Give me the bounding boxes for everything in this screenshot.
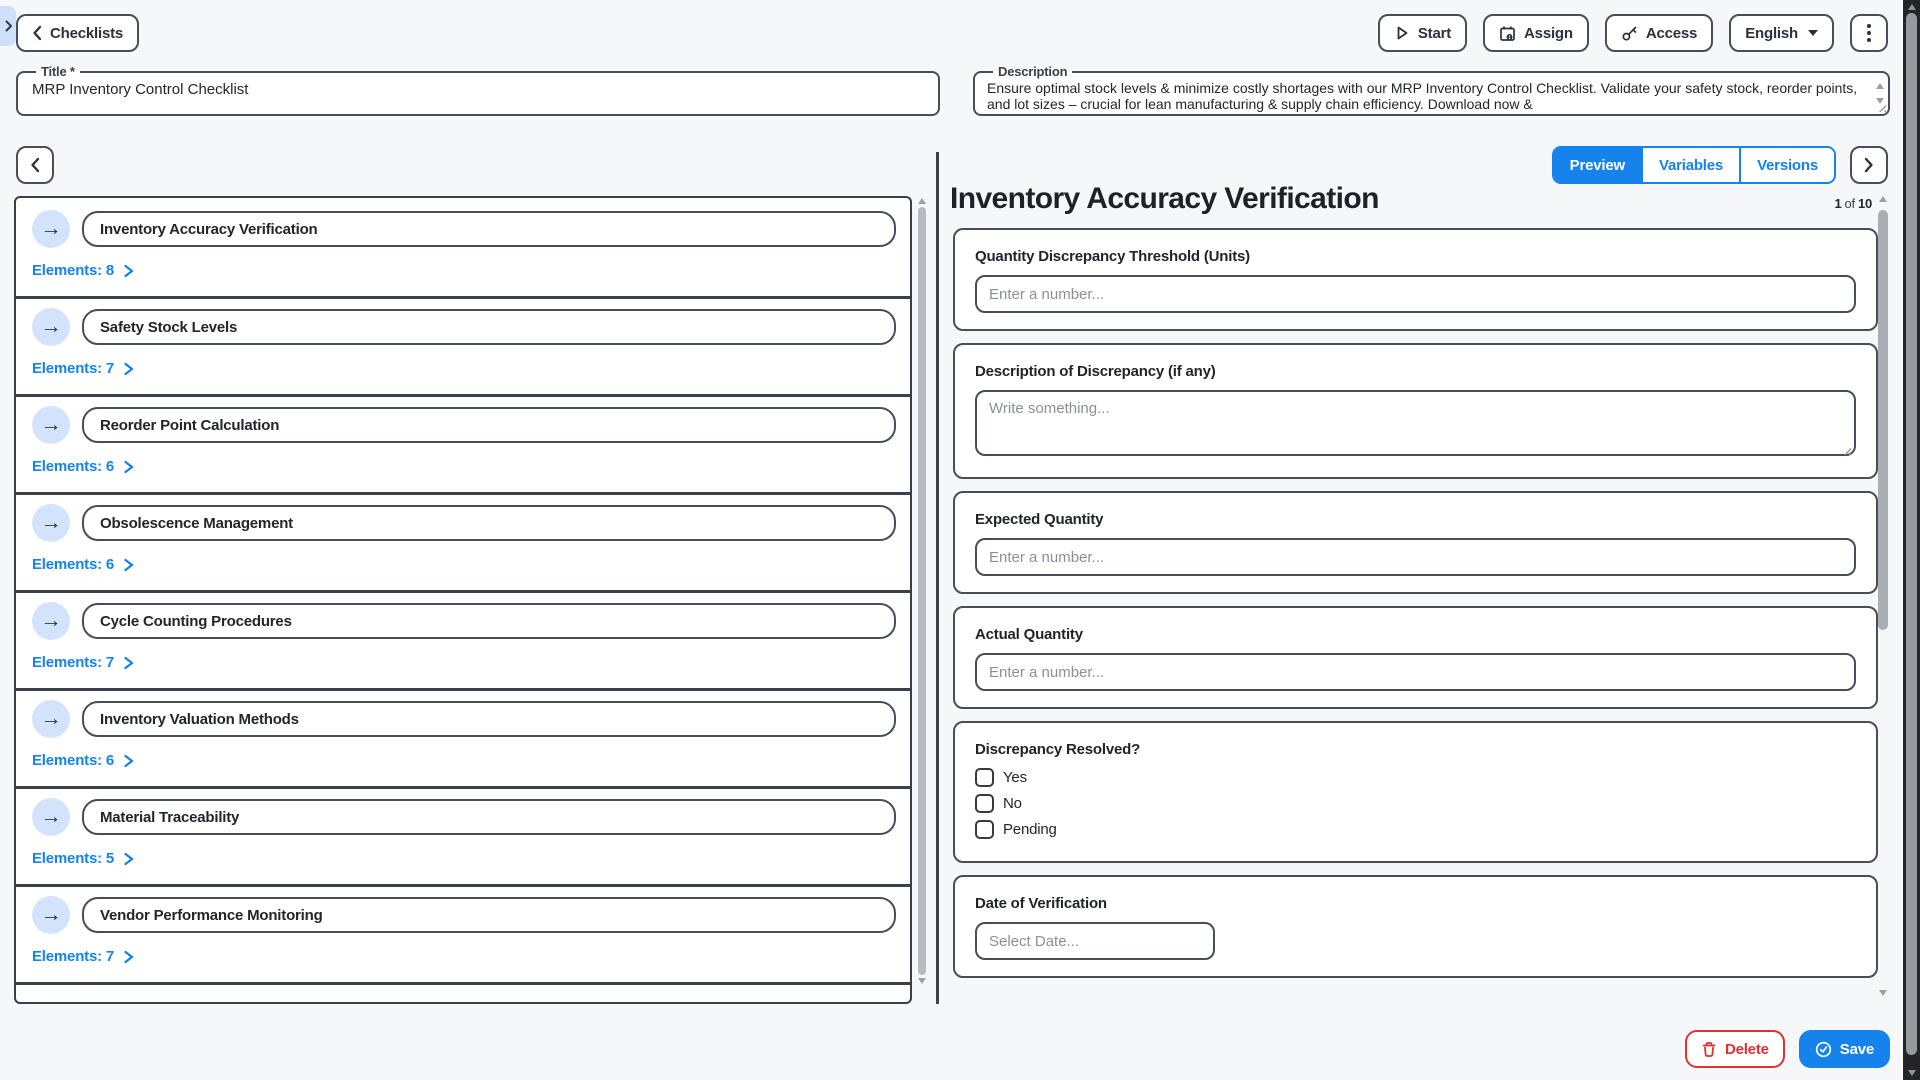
scrollbar-thumb[interactable]	[1878, 210, 1888, 630]
text-area[interactable]	[975, 390, 1856, 456]
tab-variables[interactable]: Variables	[1643, 148, 1741, 182]
field-label: Quantity Discrepancy Threshold (Units)	[975, 248, 1250, 265]
scroll-up-icon[interactable]	[918, 198, 926, 204]
number-input[interactable]	[975, 653, 1856, 691]
scroll-down-icon[interactable]	[1908, 1070, 1916, 1076]
number-input[interactable]	[975, 275, 1856, 313]
page-current: 1	[1834, 196, 1842, 211]
trash-icon	[1701, 1041, 1717, 1058]
arrow-right-icon: →	[40, 413, 62, 436]
save-button[interactable]	[1799, 1030, 1890, 1068]
preview-fields	[953, 228, 1878, 990]
section-elements-link[interactable]	[32, 850, 135, 867]
section-title-input[interactable]	[82, 309, 896, 345]
sidebar-expand-flap[interactable]	[0, 6, 16, 46]
play-icon	[1394, 25, 1410, 41]
section-elements-link[interactable]	[32, 948, 135, 965]
page-total: 10	[1857, 196, 1872, 211]
open-section-button[interactable]	[32, 406, 70, 444]
arrow-right-icon: →	[40, 609, 62, 632]
chevron-right-icon	[122, 558, 135, 572]
section-row	[16, 394, 910, 492]
elements-count-label: Elements: 8	[32, 262, 114, 279]
chevron-right-icon	[4, 20, 13, 32]
section-row	[16, 492, 910, 590]
checkbox-option-yes[interactable]	[975, 768, 1856, 787]
elements-count-label: Elements: 7	[32, 948, 114, 965]
section-row	[16, 198, 910, 296]
section-title-input[interactable]	[82, 799, 896, 835]
elements-count-label: Elements: 6	[32, 752, 114, 769]
scroll-up-icon[interactable]	[1879, 196, 1887, 202]
page-separator: of	[1844, 196, 1855, 211]
back-to-checklists-button[interactable]	[16, 14, 139, 52]
chevron-right-icon	[122, 656, 135, 670]
field-card	[953, 343, 1878, 479]
arrow-right-icon: →	[40, 315, 62, 338]
open-section-button[interactable]	[32, 798, 70, 836]
caret-down-icon	[1808, 30, 1818, 36]
view-tabs	[1552, 146, 1836, 184]
open-section-button[interactable]	[32, 700, 70, 738]
checkbox-label: Yes	[1003, 769, 1027, 786]
section-elements-link[interactable]	[32, 752, 135, 769]
chevron-right-icon	[122, 754, 135, 768]
checkbox-icon[interactable]	[975, 820, 994, 839]
back-button-label: Checklists	[50, 24, 124, 42]
section-row	[16, 688, 910, 786]
description-field	[973, 64, 1890, 116]
section-title-input[interactable]	[82, 701, 896, 737]
description-textarea[interactable]	[985, 79, 1864, 113]
field-card	[953, 721, 1878, 863]
field-label: Date of Verification	[975, 895, 1107, 912]
field-label: Expected Quantity	[975, 511, 1104, 528]
elements-count-label: Elements: 6	[32, 458, 114, 475]
pagination-indicator	[1834, 196, 1872, 211]
sections-list	[14, 196, 912, 1004]
sections-scrollbar	[917, 198, 927, 1004]
tab-versions[interactable]: Versions	[1741, 148, 1834, 182]
start-button[interactable]	[1378, 14, 1467, 52]
scroll-down-icon[interactable]	[918, 978, 926, 984]
chevron-right-icon	[122, 950, 135, 964]
checkbox-label: Pending	[1003, 821, 1057, 838]
title-field	[16, 64, 940, 116]
arrow-right-icon: →	[40, 511, 62, 534]
panel-divider	[936, 152, 939, 1004]
date-input[interactable]	[975, 922, 1215, 960]
open-section-button[interactable]	[32, 602, 70, 640]
checkbox-icon[interactable]	[975, 794, 994, 813]
open-section-button[interactable]	[32, 504, 70, 542]
header-actions	[1378, 14, 1888, 52]
section-title-input[interactable]	[82, 505, 896, 541]
section-elements-link[interactable]	[32, 654, 135, 671]
chevron-right-icon	[1864, 157, 1874, 173]
chevron-right-icon	[122, 362, 135, 376]
key-icon	[1621, 25, 1638, 42]
elements-count-label: Elements: 7	[32, 360, 114, 377]
scrollbar-thumb[interactable]	[918, 207, 926, 975]
field-label: Discrepancy Resolved?	[975, 741, 1141, 758]
chevron-left-icon	[32, 25, 42, 41]
chevron-left-icon	[30, 157, 40, 173]
divider	[16, 982, 910, 985]
check-circle-icon	[1815, 1041, 1832, 1058]
arrow-right-icon: →	[40, 707, 62, 730]
scroll-up-icon[interactable]	[1908, 4, 1916, 10]
open-section-button[interactable]	[32, 308, 70, 346]
description-field-legend: Description	[998, 64, 1068, 79]
section-row	[16, 884, 910, 982]
language-button[interactable]	[1729, 14, 1834, 52]
section-row	[16, 786, 910, 884]
calendar-assign-icon	[1499, 25, 1516, 42]
field-label: Description of Discrepancy (if any)	[975, 363, 1216, 380]
checkbox-option-no[interactable]	[975, 794, 1856, 813]
section-row	[16, 296, 910, 394]
chevron-right-icon	[122, 460, 135, 474]
open-section-button[interactable]	[32, 896, 70, 934]
delete-button-label: Delete	[1724, 1040, 1769, 1058]
language-button-label: English	[1745, 24, 1798, 42]
start-button-label: Start	[1417, 24, 1452, 42]
field-card	[953, 875, 1878, 978]
delete-button[interactable]	[1685, 1030, 1785, 1068]
kebab-menu-icon	[1867, 24, 1871, 42]
open-section-button[interactable]	[32, 210, 70, 248]
checkbox-label: No	[1003, 795, 1022, 812]
section-elements-link[interactable]	[32, 458, 135, 475]
scroll-down-icon[interactable]	[1879, 990, 1887, 996]
field-card	[953, 228, 1878, 331]
checkbox-option-pending[interactable]	[975, 820, 1856, 839]
section-elements-link[interactable]	[32, 556, 135, 573]
elements-count-label: Elements: 7	[32, 654, 114, 671]
field-card	[953, 606, 1878, 709]
checkbox-icon[interactable]	[975, 768, 994, 787]
scroll-down-icon[interactable]	[1876, 98, 1884, 104]
next-panel-button[interactable]	[1850, 146, 1888, 184]
assign-button-label: Assign	[1524, 24, 1573, 42]
elements-count-label: Elements: 6	[32, 556, 114, 573]
access-button[interactable]	[1605, 14, 1713, 52]
section-title-input[interactable]	[82, 407, 896, 443]
chevron-right-icon	[122, 852, 135, 866]
more-options-button[interactable]	[1850, 14, 1888, 52]
section-title-input[interactable]	[82, 211, 896, 247]
arrow-right-icon: →	[40, 805, 62, 828]
section-elements-link[interactable]	[32, 360, 135, 377]
elements-count-label: Elements: 5	[32, 850, 114, 867]
arrow-right-icon: →	[40, 903, 62, 926]
preview-section-heading: Inventory Accuracy Verification	[950, 182, 1379, 215]
textarea-scrollbar[interactable]	[1874, 83, 1885, 104]
section-title-input[interactable]	[82, 897, 896, 933]
assign-button[interactable]	[1483, 14, 1589, 52]
field-label: Actual Quantity	[975, 626, 1083, 643]
section-elements-link[interactable]	[32, 262, 135, 279]
preview-scrollbar	[1876, 196, 1889, 996]
title-field-legend: Title *	[41, 64, 75, 79]
access-button-label: Access	[1645, 24, 1698, 42]
number-input[interactable]	[975, 538, 1856, 576]
save-button-label: Save	[1839, 1040, 1874, 1058]
arrow-right-icon: →	[40, 217, 62, 240]
window-scrollbar	[1903, 0, 1920, 1080]
title-input[interactable]	[28, 79, 928, 100]
tab-preview[interactable]: Preview	[1554, 148, 1643, 182]
scroll-up-icon[interactable]	[1876, 83, 1884, 89]
scrollbar-thumb[interactable]	[1906, 13, 1917, 1055]
collapse-panel-button[interactable]	[16, 146, 54, 184]
field-card	[953, 491, 1878, 594]
section-title-input[interactable]	[82, 603, 896, 639]
chevron-right-icon	[122, 264, 135, 278]
section-row	[16, 590, 910, 688]
